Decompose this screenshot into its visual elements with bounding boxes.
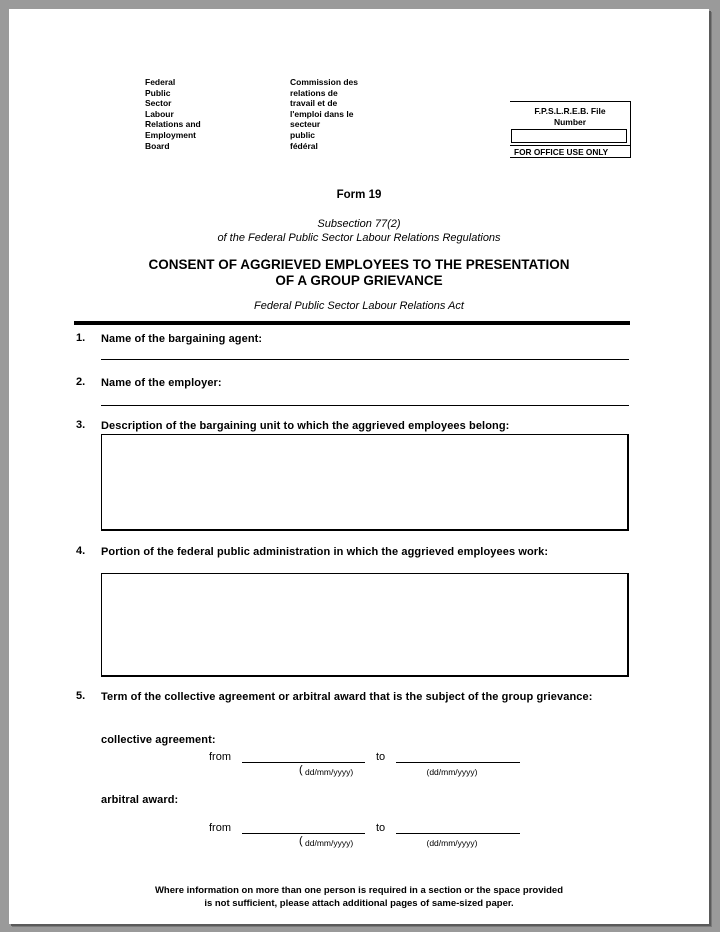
arbitral-from-format-paren: ( bbox=[299, 835, 303, 847]
arbitral-to-format: (dd/mm/yyyy) bbox=[426, 838, 478, 848]
q5-label: Term of the collective agreement or arbitral award that is the subject of the group grievance: bbox=[101, 691, 593, 703]
q4-answer-box[interactable] bbox=[101, 573, 629, 677]
q1-answer-line[interactable] bbox=[101, 359, 629, 360]
q3-answer-box[interactable] bbox=[101, 434, 629, 531]
collective-from-date-field[interactable] bbox=[242, 762, 365, 763]
arbitral-to-date-field[interactable] bbox=[396, 833, 520, 834]
file-box-divider bbox=[510, 145, 630, 146]
collective-agreement-label: collective agreement: bbox=[101, 734, 216, 746]
file-number-field[interactable] bbox=[511, 129, 627, 143]
arbitral-award-label: arbitral award: bbox=[101, 794, 179, 806]
q3-label: Description of the bargaining unit to which the aggrieved employees belong: bbox=[101, 420, 510, 432]
q3-number: 3. bbox=[76, 419, 86, 431]
q4-number: 4. bbox=[76, 545, 86, 557]
q1-number: 1. bbox=[76, 332, 86, 344]
collective-to-label: to bbox=[376, 751, 386, 763]
q5-number: 5. bbox=[76, 690, 86, 702]
office-use-only-label: FOR OFFICE USE ONLY bbox=[514, 147, 609, 157]
collective-from-format-paren: ( bbox=[299, 764, 303, 776]
file-number-box bbox=[510, 101, 631, 158]
form-title: CONSENT OF AGGRIEVED EMPLOYEES TO THE PRESENTATION OF A GROUP GRIEVANCE bbox=[148, 257, 570, 288]
form-page bbox=[9, 9, 709, 924]
q2-label: Name of the employer: bbox=[101, 377, 222, 389]
collective-to-format: (dd/mm/yyyy) bbox=[426, 767, 478, 777]
q1-label: Name of the bargaining agent: bbox=[101, 333, 263, 345]
form-act: Federal Public Sector Labour Relations Act bbox=[254, 300, 464, 312]
collective-from-format: dd/mm/yyyy) bbox=[305, 767, 354, 777]
board-name-english: Federal Public Sector Labour Relations and Employment Board bbox=[145, 77, 201, 151]
arbitral-from-date-field[interactable] bbox=[242, 833, 365, 834]
collective-from-label: from bbox=[209, 751, 231, 763]
form-number: Form 19 bbox=[336, 189, 382, 201]
form-regulations: of the Federal Public Sector Labour Relations Regulations bbox=[217, 232, 501, 244]
collective-to-date-field[interactable] bbox=[396, 762, 520, 763]
q2-answer-line[interactable] bbox=[101, 405, 629, 406]
form-subsection: Subsection 77(2) bbox=[317, 218, 401, 230]
heading-divider bbox=[74, 321, 630, 325]
file-number-label: F.P.S.L.R.E.B. File Number bbox=[534, 106, 606, 127]
footer-note: Where information on more than one person is required in a section or the space provided is not sufficient, please attach additional pages of same-sized paper. bbox=[154, 885, 564, 909]
q4-label: Portion of the federal public administration in which the aggrieved employees work: bbox=[101, 546, 549, 558]
board-name-french: Commission des relations de travail et de l'emploi dans le secteur public fédéral bbox=[290, 77, 359, 151]
arbitral-from-format: dd/mm/yyyy) bbox=[305, 838, 354, 848]
arbitral-to-label: to bbox=[376, 822, 386, 834]
arbitral-from-label: from bbox=[209, 822, 231, 834]
q2-number: 2. bbox=[76, 376, 86, 388]
